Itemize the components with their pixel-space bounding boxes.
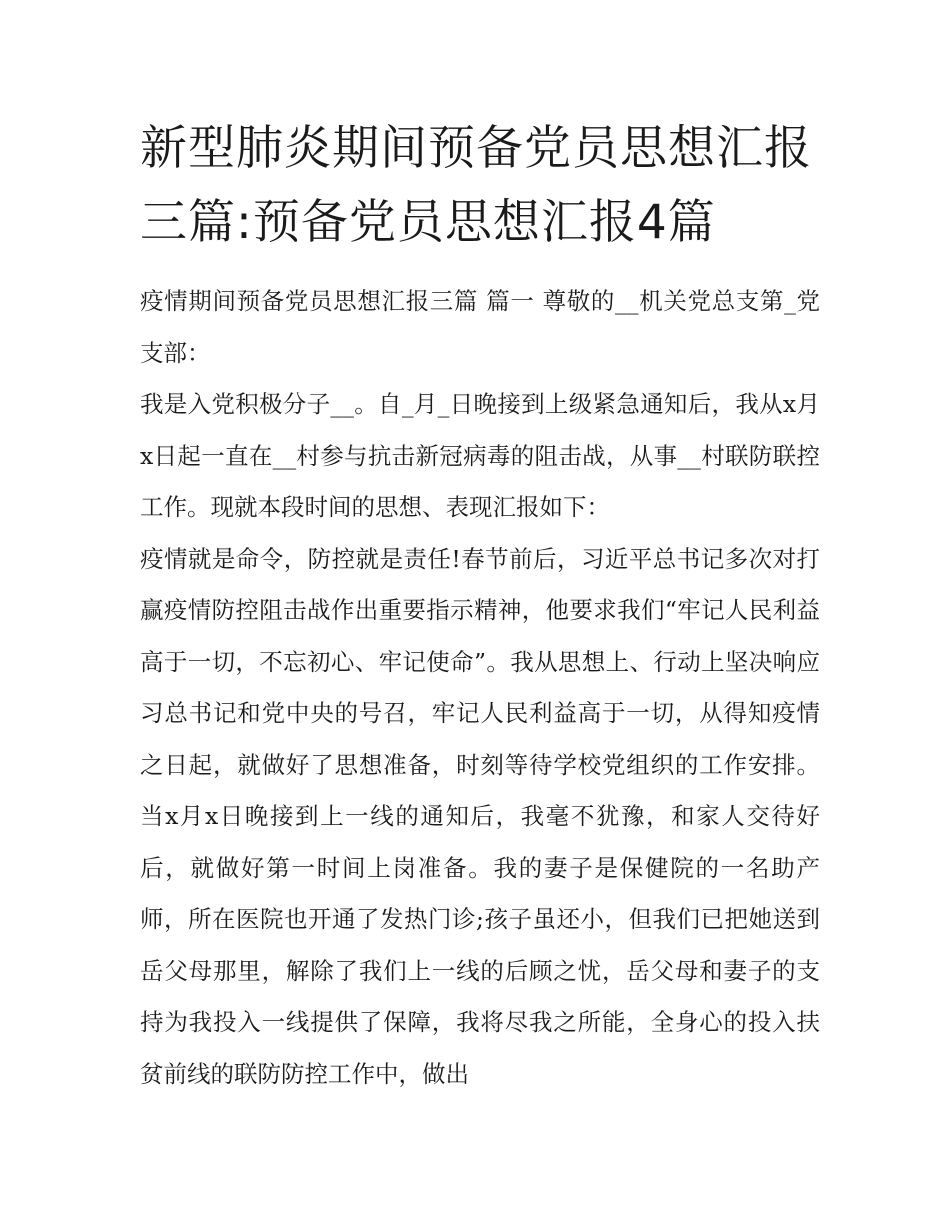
paragraph-salutation: 疫情期间预备党员思想汇报三篇 篇一 尊敬的__机关党总支第_党支部： <box>140 287 820 367</box>
paragraph-main: 疫情就是命令，防控就是责任!春节前后，习近平总书记多次对打赢疫情防控阻击战作出重要指示精神，他要求我们“牢记人民利益高于一切，不忘初心、牢记使命”。我从思想上、行动上坚决响应习总书记和党中央的号召，牢记人民利益高于一切，从得知疫情之日起，就做好了思想准备，时刻等待学校党组织的工作安排。当x月x日晚接到上一线的通知后，我毫不犹豫，和家人交待好后，就做好第一时间上岗准备。我的妻子是保健院的一名助产师，所在医院也开通了发热门诊;孩子虽还小，但我们已把她送到岳父母那里，解除了我们上一线的后顾之忧，岳父母和妻子的支持为我投入一线提供了保障，我将尽我之所能，全身心的投入扶贫前线的联防防控工作中，做出 <box>140 544 820 1088</box>
document-title: 新型肺炎期间预备党员思想汇报三篇:预备党员思想汇报4篇 <box>140 121 812 250</box>
paragraph-introduction: 我是入党积极分子__。自_月_日晚接到上级紧急通知后，我从x月x日起一直在__村参与抗击新冠病毒的阻击战，从事__村联防联控工作。现就本段时间的思想、表现汇报如下： <box>140 390 820 521</box>
document-body <box>140 276 820 1100</box>
